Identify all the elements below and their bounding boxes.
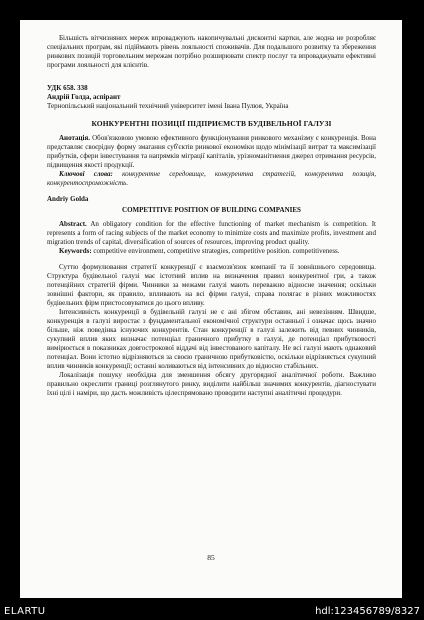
- keywords-en-label: Keywords:: [59, 247, 92, 255]
- udc-code: УДК 658. 338: [47, 84, 88, 92]
- body-paragraph-1: Суттю формулювання стратегії конкуренції є взаємозв'язок компанії та її зовнішнього середовища. Структура будівельної галузі має істотний вплив на визначення правил конкурентної гри, а також потенційних стратегій фірми. Чинники за межами галузі мають переважно відносне значення; оскільки зовнішні фактори, як правило, впливають на всі фірми галузі, справа полягає в різних можливостях будівельних фірм пристосовуватися до цього впливу.: [47, 263, 376, 307]
- abstract-en: [47, 220, 376, 247]
- affiliation: Тернопільський національний технічний університет імені Івана Пулюя, Україна: [47, 102, 289, 110]
- author-ua: Андрій Голда, аспірант: [47, 93, 121, 101]
- footer-handle-label: hdl:123456789/8327: [315, 606, 420, 617]
- keywords-en: [47, 247, 376, 256]
- author-en: Andriy Golda: [47, 195, 89, 203]
- abstract-ua-label: Анотація.: [59, 134, 91, 142]
- keywords-ua-text: конкурентне середовище, конкурентна стратегій, конкурентна позиція, конкурентоспроможність.: [47, 170, 377, 187]
- abstract-en-label: Abstract.: [59, 220, 87, 228]
- title-en: COMPETITIVE POSITION OF BUILDING COMPANIES: [122, 206, 301, 214]
- footer-bar: [0, 598, 424, 620]
- abstract-ua-text: Обов'язковою умовою ефективного функціонування ринкового механізму є конкуренція. Вона представляє своєрідну форму змагання суб'єктів ринкової економіки щодо мінімізації витрат та максимізації прибутків, сфери інвестування та напрямків міграції капіталів, урізноманітнення джерел отримання ресурсів, підвищення якості продукції.: [47, 134, 376, 169]
- title-ua: КОНКУРЕНТНІ ПОЗИЦІЇ ПІДПРИЄМСТВ БУДІВЕЛЬНОЇ ГАЛУЗІ: [91, 119, 332, 128]
- abstract-ua: [47, 134, 376, 170]
- footer-repository-label: ELARTU: [4, 606, 46, 617]
- intro-paragraph: Більшість вітчизняних мереж впроваджують накопичувальні дисконтні картки, але жодна не розробляє спеціальних програм, які підіймають рівень лояльності споживачів. Для подальшого розвитку та збереження ринкових позицій торговельним мережам потрібно розширювати спектр послуг та впроваджувати ефективні програми лояльності для клієнтів.: [47, 34, 376, 69]
- page-number: 85: [207, 553, 215, 562]
- keywords-ua: [47, 170, 376, 188]
- body-paragraph-3: Локалізація пошуку необхідна для зменшення обсягу другорядної аналітичної роботи. Важливо правильно окреслити границі розглянутого ринку, виділити найбільш значимих конкурентів, діагностувати їхні цілі і наміри, що дасть можливість цілеспрямовано проводити наступні аналітичні процедури.: [47, 371, 376, 397]
- keywords-ua-label: Ключові слова:: [59, 170, 113, 178]
- keywords-en-text: competitive environment, competitive strategies, competitive position. competitiveness.: [93, 247, 340, 255]
- document-page: [20, 20, 402, 598]
- body-paragraph-2: Інтенсивність конкуренції в будівельній галузі не є ані збігом обставин, ані невезінням. Швидше, конкуренція в галузі виростає з фундаментальної економічної структури останньої і означає щось значно більше, ніж поведінка існуючих конкурентів. Стан конкуренції в галузі залежить від певних чинників, сукупний вплив яких визначає потенціал граничного прибутку в галузі, де потенціал прибутковості вимірюється в показниках довгострокової віддачі від інвестованого капіталу. Не всі галузі мають однаковий потенціал. Вони істотно відрізняються за своєю граничною прибутковістю, оскільки відрізняється сукупний вплив чинників конкуренції; останні коливаються від інтенсивних до відносно стабільних.: [47, 308, 376, 370]
- abstract-en-text: An obligatory condition for the effective functioning of market mechanism is competition. It represents a form of racing subjects of the market economy to minimize costs and maximize profits, investment and migration trends of capital, diversification of sources of resources, improving product quality.: [47, 220, 376, 246]
